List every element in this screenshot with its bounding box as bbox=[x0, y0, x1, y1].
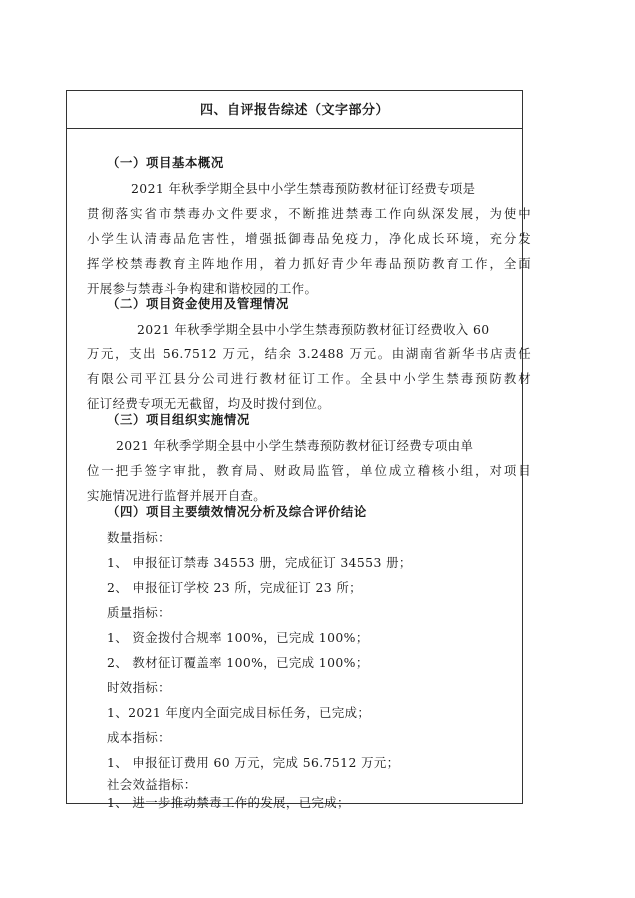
section3-line-3: 实施情况进行监督并展开自查。 bbox=[87, 488, 267, 503]
section2-line-1: 2021 年秋季学期全县中小学生禁毒预防教材征订经费收入 60 bbox=[137, 322, 490, 337]
title-divider bbox=[67, 128, 522, 129]
section1-line-1: 2021 年秋季学期全县中小学生禁毒预防教材征订经费专项是 bbox=[131, 181, 476, 196]
section2-heading: （二）项目资金使用及管理情况 bbox=[107, 296, 289, 311]
section-title: 四、自评报告综述（文字部分） bbox=[199, 103, 389, 118]
quantity-item-1: 1、 申报征订禁毒 34553 册，完成征订 34553 册； bbox=[107, 555, 412, 570]
quantity-indicator-label: 数量指标： bbox=[107, 530, 171, 545]
section1-line-5: 开展参与禁毒斗争构建和谐校园的工作。 bbox=[87, 281, 318, 296]
section2-line-2: 万元，支出 56.7512 万元，结余 3.2488 万元。由湖南省新华书店责任 bbox=[87, 346, 531, 361]
section1-line-2: 贯彻落实省市禁毒办文件要求，不断推进禁毒工作向纵深发展，为使中 bbox=[87, 206, 531, 221]
section2-line-4: 征订经费专项无无截留，均及时拨付到位。 bbox=[87, 396, 331, 411]
cost-item-1: 1、 申报征订费用 60 万元，完成 56.7512 万元； bbox=[107, 755, 400, 770]
timeliness-item-1: 1、2021 年度内全面完成目标任务，已完成； bbox=[107, 705, 371, 720]
quality-indicator-label: 质量指标： bbox=[107, 605, 171, 620]
section4-heading: （四）项目主要绩效情况分析及综合评价结论 bbox=[107, 504, 367, 519]
section1-heading: （一）项目基本概况 bbox=[107, 155, 224, 170]
section3-line-2: 位一把手签字审批，教育局、财政局监管，单位成立稽核小组，对项目 bbox=[87, 463, 531, 478]
social-benefit-item-1: 1、 进一步推动禁毒工作的发展，已完成； bbox=[107, 795, 350, 810]
section3-heading: （三）项目组织实施情况 bbox=[107, 412, 250, 427]
social-benefit-indicator-label: 社会效益指标： bbox=[107, 777, 197, 792]
quality-item-2: 2、 教材征订覆盖率 100%，已完成 100%； bbox=[107, 655, 369, 670]
quality-item-1: 1、 资金拨付合规率 100%，已完成 100%； bbox=[107, 630, 369, 645]
section2-line-3: 有限公司平江县分公司进行教材征订工作。全县中小学生禁毒预防教材 bbox=[87, 371, 531, 386]
section1-line-4: 挥学校禁毒教育主阵地作用，着力抓好青少年毒品预防教育工作，全面 bbox=[87, 256, 531, 271]
section3-line-1: 2021 年秋季学期全县中小学生禁毒预防教材征订经费专项由单 bbox=[116, 438, 474, 453]
quantity-item-2: 2、 申报征订学校 23 所，完成征订 23 所； bbox=[107, 580, 362, 595]
timeliness-indicator-label: 时效指标： bbox=[107, 680, 171, 695]
cost-indicator-label: 成本指标： bbox=[107, 730, 171, 745]
section1-line-3: 小学生认清毒品危害性，增强抵御毒品免疫力，净化成长环境，充分发 bbox=[87, 231, 531, 246]
